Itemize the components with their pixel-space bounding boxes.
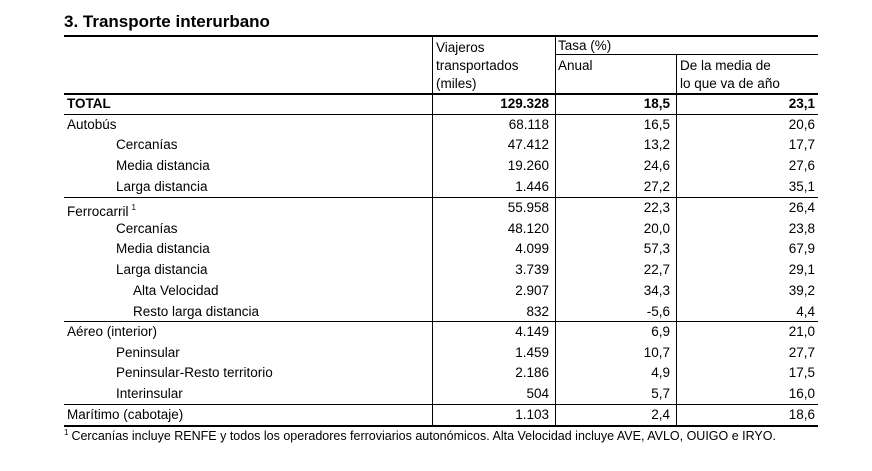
table-row <box>64 115 818 135</box>
row-label-text: Alta Velocidad <box>133 283 219 298</box>
table-row <box>64 219 818 239</box>
table-row <box>64 343 818 363</box>
viajeros-value: 504 <box>526 386 549 401</box>
table-row <box>64 198 818 218</box>
rule-after-total <box>64 114 818 115</box>
table-row <box>64 239 818 259</box>
header-viajeros-line1: Viajeros <box>436 40 485 55</box>
header-viajeros <box>436 39 519 93</box>
row-label <box>116 239 210 259</box>
row-label <box>67 405 183 425</box>
row-label-text: Peninsular <box>116 345 180 360</box>
table-row <box>64 363 818 383</box>
tasa-media-value: 39,2 <box>788 283 815 298</box>
tasa-anual-value: 5,7 <box>651 386 670 401</box>
header-separator-3 <box>676 55 677 93</box>
viajeros-value: 47.412 <box>507 137 549 152</box>
header-media-line2: lo que va de año <box>680 76 780 91</box>
row-label <box>67 322 157 342</box>
tasa-media-value: 20,6 <box>788 117 815 132</box>
row-label <box>116 135 178 155</box>
row-label-text: Media distancia <box>116 158 210 173</box>
viajeros-value: 129.328 <box>500 96 549 111</box>
viajeros-value: 2.186 <box>515 365 549 380</box>
row-label <box>116 260 208 280</box>
row-label-text: Media distancia <box>116 241 210 256</box>
row-label-text: TOTAL <box>67 96 111 111</box>
row-label <box>116 343 180 363</box>
tasa-anual-value: 22,3 <box>643 200 670 215</box>
tasa-anual-value: -5,6 <box>646 304 670 319</box>
viajeros-value: 1.103 <box>515 407 549 422</box>
tasa-media-value: 4,4 <box>796 304 815 319</box>
table-row <box>64 322 818 342</box>
footnote-ref: 1 <box>131 203 136 212</box>
viajeros-value: 1.459 <box>515 345 549 360</box>
table-row <box>64 384 818 404</box>
tasa-media-value: 17,7 <box>788 137 815 152</box>
tasa-anual-value: 2,4 <box>651 407 670 422</box>
tasa-anual-value: 16,5 <box>643 117 670 132</box>
tasa-media-value: 67,9 <box>788 241 815 256</box>
column-separator-3 <box>676 95 677 425</box>
tasa-media-value: 17,5 <box>788 365 815 380</box>
viajeros-value: 832 <box>526 304 549 319</box>
row-label <box>116 363 273 383</box>
row-label-text: Resto larga distancia <box>133 304 260 319</box>
tasa-anual-value: 6,9 <box>651 324 670 339</box>
row-label <box>133 302 259 322</box>
row-label <box>133 281 219 301</box>
viajeros-value: 68.118 <box>508 117 549 132</box>
header-separator-1 <box>432 37 433 93</box>
viajeros-value: 55.958 <box>507 200 549 215</box>
row-label-text: Aéreo (interior) <box>67 324 158 339</box>
table-row <box>64 94 818 114</box>
row-label-text: Ferrocarril <box>67 204 129 219</box>
header-viajeros-line3: (miles) <box>436 76 477 91</box>
table-row <box>64 156 818 176</box>
bottom-rule <box>64 425 818 427</box>
table-row <box>64 177 818 197</box>
rule-before-aereo <box>64 321 818 322</box>
tasa-anual-value: 24,6 <box>643 158 670 173</box>
top-rule <box>64 35 818 37</box>
tasa-media-value: 29,1 <box>788 262 815 277</box>
tasa-media-value: 35,1 <box>788 179 815 194</box>
tasa-media-value: 18,6 <box>788 407 815 422</box>
row-label-text: Autobús <box>67 117 117 132</box>
column-separator-2 <box>555 95 556 425</box>
viajeros-value: 2.907 <box>515 283 549 298</box>
row-label-text: Peninsular-Resto territorio <box>116 365 273 380</box>
row-label-text: Cercanías <box>116 221 178 236</box>
tasa-anual-value: 20,0 <box>643 221 670 236</box>
footnote <box>64 428 776 443</box>
row-label-text: Interinsular <box>116 386 183 401</box>
row-label <box>116 384 183 404</box>
row-label <box>116 177 208 197</box>
row-label-text: Marítimo (cabotaje) <box>67 407 184 422</box>
tasa-media-value: 26,4 <box>788 200 815 215</box>
rule-before-ferrocarril <box>64 197 818 198</box>
header-media <box>680 57 780 93</box>
table-row <box>64 405 818 425</box>
tasa-media-value: 23,8 <box>788 221 815 236</box>
footnote-mark: 1 <box>64 428 69 437</box>
tasa-media-value: 23,1 <box>788 96 815 111</box>
tasa-anual-value: 34,3 <box>643 283 670 298</box>
header-media-line1: De la media de <box>680 58 771 73</box>
header-anual: Anual <box>558 58 593 73</box>
tasa-media-value: 16,0 <box>788 386 815 401</box>
row-label-text: Larga distancia <box>116 262 208 277</box>
table-title: 3. Transporte interurbano <box>64 12 270 31</box>
column-separator-1 <box>432 95 433 425</box>
row-label <box>116 219 178 239</box>
tasa-anual-value: 27,2 <box>643 179 670 194</box>
viajeros-value: 1.446 <box>515 179 549 194</box>
row-label <box>67 115 117 135</box>
rule-before-maritimo <box>64 404 818 405</box>
table-row <box>64 281 818 301</box>
tasa-media-value: 27,7 <box>788 345 815 360</box>
viajeros-value: 48.120 <box>507 221 549 236</box>
row-label-text: Cercanías <box>116 137 178 152</box>
header-separator-2 <box>555 37 556 93</box>
tasa-anual-value: 57,3 <box>643 241 670 256</box>
header-tasa-underline <box>556 54 818 55</box>
tasa-anual-value: 10,7 <box>643 345 670 360</box>
viajeros-value: 4.149 <box>515 324 549 339</box>
tasa-anual-value: 18,5 <box>643 96 670 111</box>
header-viajeros-line2: transportados <box>436 58 519 73</box>
table-row <box>64 302 818 322</box>
footnote-text: Cercanías incluye RENFE y todos los operadores ferroviarios autonómicos. Alta Velocidad incluye AVE, AVLO, OUIGO e IRYO. <box>71 429 776 443</box>
header-tasa-group: Tasa (%) <box>558 38 612 53</box>
tasa-media-value: 21,0 <box>788 324 815 339</box>
viajeros-value: 4.099 <box>515 241 549 256</box>
table-row <box>64 260 818 280</box>
row-label <box>67 94 111 114</box>
tasa-media-value: 27,6 <box>788 158 815 173</box>
table-row <box>64 135 818 155</box>
viajeros-value: 3.739 <box>515 262 549 277</box>
tasa-anual-value: 4,9 <box>651 365 670 380</box>
row-label-text: Larga distancia <box>116 179 208 194</box>
tasa-anual-value: 22,7 <box>643 262 670 277</box>
viajeros-value: 19.260 <box>507 158 549 173</box>
tasa-anual-value: 13,2 <box>643 137 670 152</box>
row-label <box>116 156 210 176</box>
